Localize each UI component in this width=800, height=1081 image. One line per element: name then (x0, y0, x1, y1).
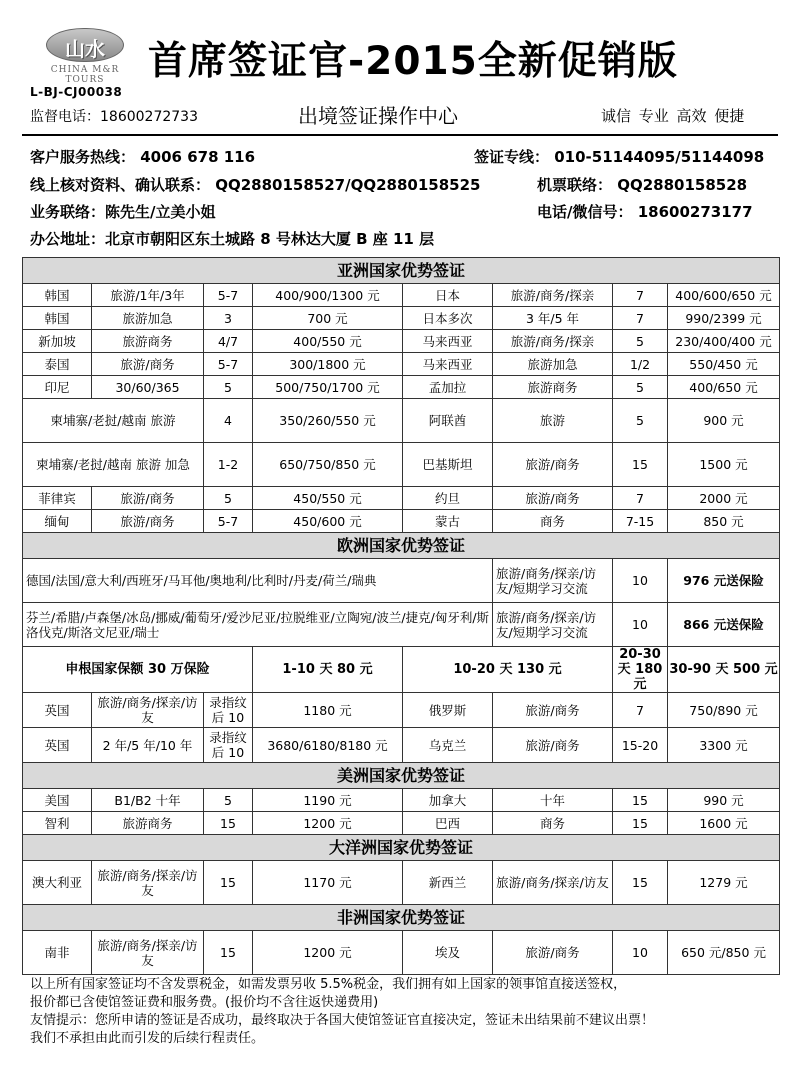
company-logo (30, 28, 140, 85)
days-cell: 10 (613, 603, 668, 647)
country-cell: 韩国 (23, 284, 92, 307)
table-cell: 5 (204, 376, 253, 399)
table-cell: 5 (613, 399, 668, 443)
table-cell: 5-7 (204, 353, 253, 376)
office-address: 办公地址：北京市朝阳区东土城路 8 号林达大厦 B 座 11 层 (30, 230, 435, 248)
table-cell: 650/750/850 元 (253, 443, 403, 487)
table-cell: 1170 元 (253, 861, 403, 905)
country-cell: 新加坡 (23, 330, 92, 353)
note-line: 报价都已含使馆签证费和服务费。(报价均不含往返快递费用) (30, 995, 379, 1010)
insurance-tier: 30-90 天 500 元 (668, 647, 780, 693)
country-cell: 马来西亚 (403, 330, 493, 353)
section-header-row (23, 258, 780, 284)
license-code: L-BJ-CJ00038 (30, 85, 123, 99)
table-cell: 1-2 (204, 443, 253, 487)
table-cell: 15 (204, 861, 253, 905)
type-cell: 旅游加急 (92, 307, 204, 330)
table-cell: 十年 (493, 789, 613, 812)
table-cell: 500/750/1700 元 (253, 376, 403, 399)
logo-english: CHINA M&R TOURS (50, 65, 120, 85)
table-cell: 750/890 元 (668, 693, 780, 728)
insurance-row (23, 647, 780, 693)
ticket-contact: 机票联络： QQ2880158528 (537, 176, 748, 194)
table-cell: 15 (204, 812, 253, 835)
insurance-tier: 10-20 天 130 元 (403, 647, 613, 693)
country-cell: 俄罗斯 (403, 693, 493, 728)
country-cell: 泰国 (23, 353, 92, 376)
table-row (23, 330, 780, 353)
table-cell: 3680/6180/8180 元 (253, 728, 403, 763)
table-cell: 4/7 (204, 330, 253, 353)
table-cell: 旅游/商务 (493, 443, 613, 487)
section-title-asia: 亚洲国家优势签证 (23, 258, 780, 284)
table-cell: 5-7 (204, 510, 253, 533)
type-cell: 2 年/5 年/10 年 (92, 728, 204, 763)
table-cell: 旅游/商务 (493, 693, 613, 728)
table-cell: 15-20 (613, 728, 668, 763)
business-contact: 业务联络：陈先生/立美小姐 (30, 203, 216, 221)
table-cell: 990/2399 元 (668, 307, 780, 330)
table-cell: 1279 元 (668, 861, 780, 905)
table-row (23, 931, 780, 975)
type-cell: 旅游/商务 (92, 487, 204, 510)
insurance-label: 申根国家保额 30 万保险 (23, 647, 253, 693)
table-cell: 1190 元 (253, 789, 403, 812)
qq-contact: 线上核对资料、确认联系： QQ2880158527/QQ2880158525 (30, 176, 481, 194)
header (0, 0, 800, 252)
table-cell: 400/600/650 元 (668, 284, 780, 307)
type-cell: 旅游商务 (92, 812, 204, 835)
country-list-cell: 芬兰/希腊/卢森堡/冰岛/挪威/葡萄牙/爱沙尼亚/拉脱维亚/立陶宛/波兰/捷克/匈牙利/斯洛伐克/斯洛文尼亚/瑞士 (23, 603, 493, 647)
table-cell: 录指纹后 10 (204, 728, 253, 763)
price-cell: 866 元送保险 (668, 603, 780, 647)
country-cell: 巴基斯坦 (403, 443, 493, 487)
type-cell: 旅游/商务/探亲/访友 (92, 693, 204, 728)
table-cell: 旅游 (493, 399, 613, 443)
table-cell: 350/260/550 元 (253, 399, 403, 443)
table-cell: 旅游/商务 (493, 487, 613, 510)
table-cell: 旅游商务 (493, 376, 613, 399)
table-cell: 7 (613, 693, 668, 728)
table-cell: 230/400/400 元 (668, 330, 780, 353)
country-cell: 缅甸 (23, 510, 92, 533)
table-cell: 3 (204, 307, 253, 330)
country-cell: 美国 (23, 789, 92, 812)
country-cell: 英国 (23, 728, 92, 763)
table-cell: 1180 元 (253, 693, 403, 728)
table-cell: 录指纹后 10 (204, 693, 253, 728)
type-cell: 旅游商务 (92, 330, 204, 353)
wechat-contact: 电话/微信号： 18600273177 (537, 203, 753, 221)
table-cell: 7 (613, 487, 668, 510)
note-line: 以上所有国家签证均不含发票税金，如需发票另收 5.5%税金，我们拥有如上国家的领事馆直接送签权， (30, 977, 627, 992)
table-cell: 15 (613, 812, 668, 835)
table-cell: 3300 元 (668, 728, 780, 763)
type-cell: 旅游/商务 (92, 353, 204, 376)
table-row (23, 307, 780, 330)
table-cell: 1500 元 (668, 443, 780, 487)
country-cell: 智利 (23, 812, 92, 835)
price-cell: 976 元送保险 (668, 559, 780, 603)
table-cell: 1/2 (613, 353, 668, 376)
table-cell: 旅游/商务/探亲 (493, 284, 613, 307)
country-cell: 孟加拉 (403, 376, 493, 399)
country-cell: 日本 (403, 284, 493, 307)
visa-price-table (22, 257, 780, 975)
table-row (23, 510, 780, 533)
type-cell: B1/B2 十年 (92, 789, 204, 812)
table-cell: 900 元 (668, 399, 780, 443)
slogan: 诚信 专业 高效 便捷 (601, 107, 745, 125)
table-cell: 7 (613, 307, 668, 330)
table-row (23, 376, 780, 399)
country-cell: 埃及 (403, 931, 493, 975)
section-title-oceania: 大洋洲国家优势签证 (23, 835, 780, 861)
table-cell: 商务 (493, 510, 613, 533)
table-row (23, 399, 780, 443)
country-cell: 韩国 (23, 307, 92, 330)
table-cell: 450/550 元 (253, 487, 403, 510)
table-row (23, 353, 780, 376)
country-cell: 日本多次 (403, 307, 493, 330)
country-cell: 菲律宾 (23, 487, 92, 510)
table-cell: 1200 元 (253, 812, 403, 835)
supervision-hotline: 监督电话：18600272733 (30, 109, 198, 125)
table-cell: 5 (204, 487, 253, 510)
type-cell: 旅游/商务 (92, 510, 204, 533)
table-cell: 10 (613, 931, 668, 975)
country-cell: 新西兰 (403, 861, 493, 905)
country-cell: 柬埔寨/老挝/越南 旅游 (23, 399, 204, 443)
section-header-row (23, 533, 780, 559)
insurance-tier: 1-10 天 80 元 (253, 647, 403, 693)
section-title-europe: 欧洲国家优势签证 (23, 533, 780, 559)
note-line: 我们不承担由此而引发的后续行程责任。 (30, 1031, 265, 1046)
table-cell: 15 (613, 861, 668, 905)
table-cell: 400/900/1300 元 (253, 284, 403, 307)
service-hotline: 客户服务热线： 4006 678 116 (30, 148, 256, 166)
country-cell: 南非 (23, 931, 92, 975)
country-cell: 澳大利亚 (23, 861, 92, 905)
table-cell: 商务 (493, 812, 613, 835)
logo-emblem (46, 28, 124, 62)
table-cell: 850 元 (668, 510, 780, 533)
table-cell: 990 元 (668, 789, 780, 812)
table-row (23, 284, 780, 307)
type-cell: 旅游/商务/探亲/访友 (92, 861, 204, 905)
table-cell: 旅游/商务/探亲/访友 (493, 861, 613, 905)
visa-line: 签证专线： 010-51144095/51144098 (474, 148, 765, 166)
header-divider (22, 134, 778, 136)
table-cell: 550/450 元 (668, 353, 780, 376)
table-row (23, 559, 780, 603)
country-cell: 柬埔寨/老挝/越南 旅游 加急 (23, 443, 204, 487)
note-line: 友情提示：您所申请的签证是否成功，最终取决于各国大使馆签证官直接决定，签证未出结果前不建议出票！ (30, 1013, 655, 1028)
logo-text: 山水 (65, 37, 105, 61)
table-cell: 15 (204, 931, 253, 975)
insurance-tier: 20-30 天 180 元 (613, 647, 668, 693)
table-cell: 15 (613, 443, 668, 487)
table-cell: 5 (613, 330, 668, 353)
table-cell: 旅游/商务/探亲 (493, 330, 613, 353)
section-title-africa: 非洲国家优势签证 (23, 905, 780, 931)
country-cell: 乌克兰 (403, 728, 493, 763)
table-cell: 5-7 (204, 284, 253, 307)
table-cell: 旅游/商务 (493, 728, 613, 763)
table-row (23, 861, 780, 905)
table-row (23, 693, 780, 728)
country-cell: 巴西 (403, 812, 493, 835)
table-row (23, 603, 780, 647)
table-cell: 1200 元 (253, 931, 403, 975)
table-cell: 7 (613, 284, 668, 307)
section-header-row (23, 835, 780, 861)
table-cell: 旅游/商务 (493, 931, 613, 975)
table-cell: 1600 元 (668, 812, 780, 835)
country-cell: 加拿大 (403, 789, 493, 812)
table-row (23, 487, 780, 510)
table-cell: 旅游加急 (493, 353, 613, 376)
table-cell: 700 元 (253, 307, 403, 330)
country-cell: 马来西亚 (403, 353, 493, 376)
table-cell: 400/550 元 (253, 330, 403, 353)
table-cell: 2000 元 (668, 487, 780, 510)
section-header-row (23, 905, 780, 931)
table-cell: 5 (613, 376, 668, 399)
days-cell: 10 (613, 559, 668, 603)
notes (30, 976, 775, 1048)
subtitle: 出境签证操作中心 (298, 104, 458, 128)
table-cell: 5 (204, 789, 253, 812)
table-cell: 15 (613, 789, 668, 812)
table-cell: 400/650 元 (668, 376, 780, 399)
section-title-americas: 美洲国家优势签证 (23, 763, 780, 789)
page-title: 首席签证官-2015全新促销版 (148, 39, 678, 84)
country-cell: 印尼 (23, 376, 92, 399)
type-cell: 旅游/1年/3年 (92, 284, 204, 307)
country-cell: 约旦 (403, 487, 493, 510)
table-cell: 450/600 元 (253, 510, 403, 533)
table-row (23, 728, 780, 763)
type-cell: 旅游/商务/探亲/访友/短期学习交流 (493, 559, 613, 603)
table-row (23, 443, 780, 487)
country-cell: 蒙古 (403, 510, 493, 533)
table-row (23, 789, 780, 812)
table-cell: 7-15 (613, 510, 668, 533)
table-cell: 3 年/5 年 (493, 307, 613, 330)
section-header-row (23, 763, 780, 789)
country-list-cell: 德国/法国/意大利/西班牙/马耳他/奥地利/比利时/丹麦/荷兰/瑞典 (23, 559, 493, 603)
type-cell: 30/60/365 (92, 376, 204, 399)
type-cell: 旅游/商务/探亲/访友/短期学习交流 (493, 603, 613, 647)
table-cell: 300/1800 元 (253, 353, 403, 376)
country-cell: 阿联酋 (403, 399, 493, 443)
table-row (23, 812, 780, 835)
table-cell: 4 (204, 399, 253, 443)
type-cell: 旅游/商务/探亲/访友 (92, 931, 204, 975)
table-cell: 650 元/850 元 (668, 931, 780, 975)
country-cell: 英国 (23, 693, 92, 728)
